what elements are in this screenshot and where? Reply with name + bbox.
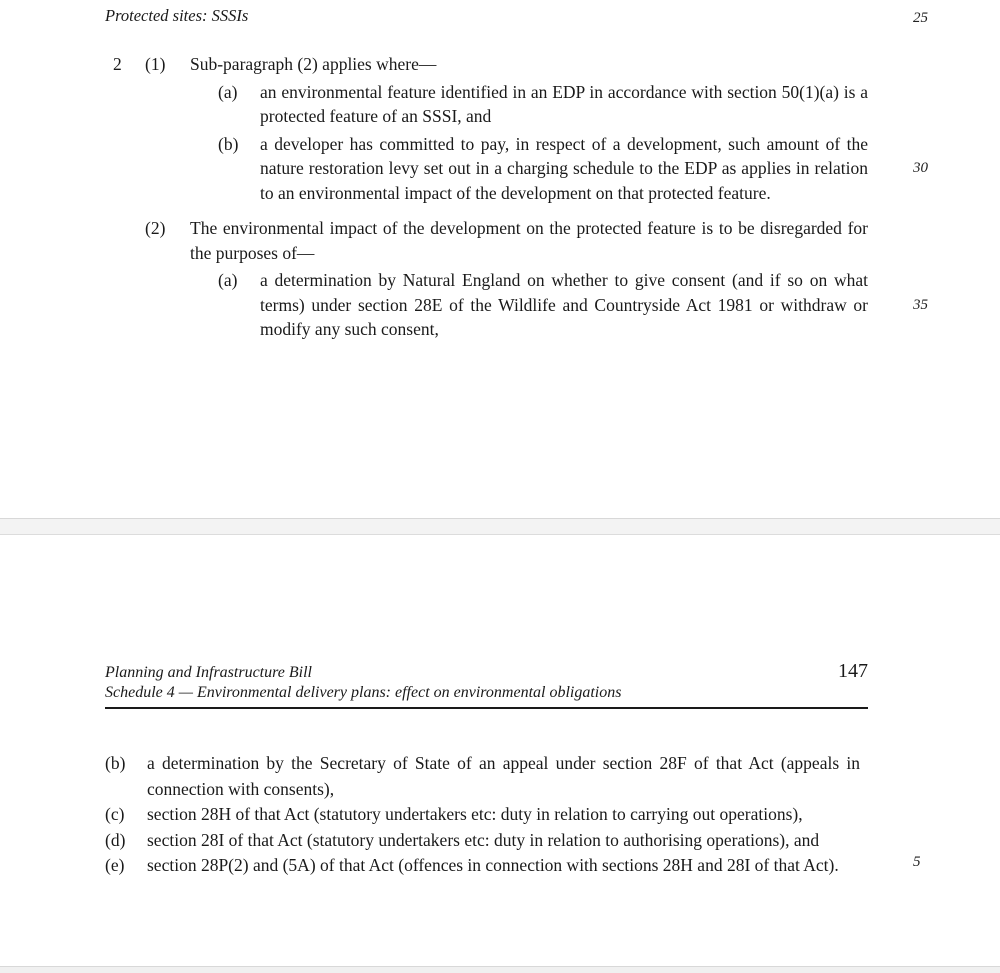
- list-item-label: (b): [218, 133, 239, 154]
- next-page-separator: [0, 966, 1000, 973]
- subparagraph-2-number: (2): [145, 218, 166, 238]
- subparagraph-1-intro: Sub-paragraph (2) applies where—: [190, 54, 437, 74]
- list-item-a: [218, 268, 868, 342]
- bill-body-continued: [105, 751, 860, 879]
- page-header: [105, 661, 868, 709]
- page-bottom: [0, 535, 1000, 966]
- page-number: 147: [838, 660, 868, 682]
- margin-line-number-5: 5: [913, 854, 921, 870]
- paragraph-number: 2: [113, 54, 122, 74]
- margin-line-number-30: 30: [913, 160, 928, 176]
- list-item-b: [105, 751, 860, 802]
- list-item-label: (e): [105, 855, 125, 875]
- subparagraph-2-body: [190, 216, 868, 342]
- margin-line-number-35: 35: [913, 297, 928, 313]
- list-item-label: (b): [105, 753, 126, 773]
- list-item-text: section 28P(2) and (5A) of that Act (offences in connection with sections 28H and 28I of that Act).: [147, 855, 839, 875]
- list-item-text: a developer has committed to pay, in respect of a development, such amount of the nature restoration levy set out in a charging schedule to the EDP as applies in relation to an environmental impact of the development on that protected feature.: [260, 133, 868, 203]
- subparagraph-1-items: [218, 80, 868, 206]
- list-item-e: [105, 853, 860, 879]
- list-item-a: [218, 80, 868, 129]
- list-item-b: [218, 132, 868, 206]
- list-item-text: section 28I of that Act (statutory undertakers etc: duty in relation to authorising operations), and: [147, 829, 820, 850]
- list-item-c: [105, 802, 860, 828]
- page-separator: [0, 518, 1000, 535]
- list-item-text: a determination by Natural England on whether to give consent (and if so on what terms) under section 28E of the Wildlife and Countryside Act 1981 or withdraw or modify any such consent,: [260, 270, 868, 339]
- subparagraph-1: [145, 52, 868, 205]
- list-item-label: (d): [105, 829, 126, 850]
- list-item-label: (c): [105, 804, 125, 824]
- list-item-text: a determination by the Secretary of State of an appeal under section 28F of that Act (appeals in connection with consents),: [147, 753, 860, 799]
- list-item-text: an environmental feature identified in an EDP in accordance with section 50(1)(a) is a protected feature of an SSSI, and: [260, 81, 868, 126]
- list-item-label: (a): [218, 270, 238, 290]
- margin-line-number-25: 25: [913, 10, 928, 26]
- subparagraph-1-body: [190, 52, 868, 205]
- list-item-text: section 28H of that Act (statutory undertakers etc: duty in relation to carrying out operations),: [147, 804, 803, 824]
- subparagraph-2-intro: The environmental impact of the development on the protected feature is to be disregarded for the purposes of—: [190, 218, 868, 263]
- paragraph-content: [145, 52, 868, 342]
- subparagraph-2-items: [218, 268, 868, 342]
- subparagraph-2: [145, 216, 868, 342]
- list-item-label: (a): [218, 81, 238, 102]
- subparagraph-1-number: (1): [145, 54, 166, 74]
- running-header: Protected sites: SSSIs: [105, 6, 249, 25]
- page-header-row: [105, 661, 868, 683]
- header-rule: [105, 707, 868, 709]
- page-header-title: Planning and Infrastructure Bill: [105, 664, 312, 681]
- paragraph-2: [113, 52, 868, 342]
- page-header-schedule: Schedule 4 — Environmental delivery plans: effect on environmental obligations: [105, 684, 622, 701]
- list-item-d: [105, 828, 860, 854]
- bill-body: [113, 52, 868, 342]
